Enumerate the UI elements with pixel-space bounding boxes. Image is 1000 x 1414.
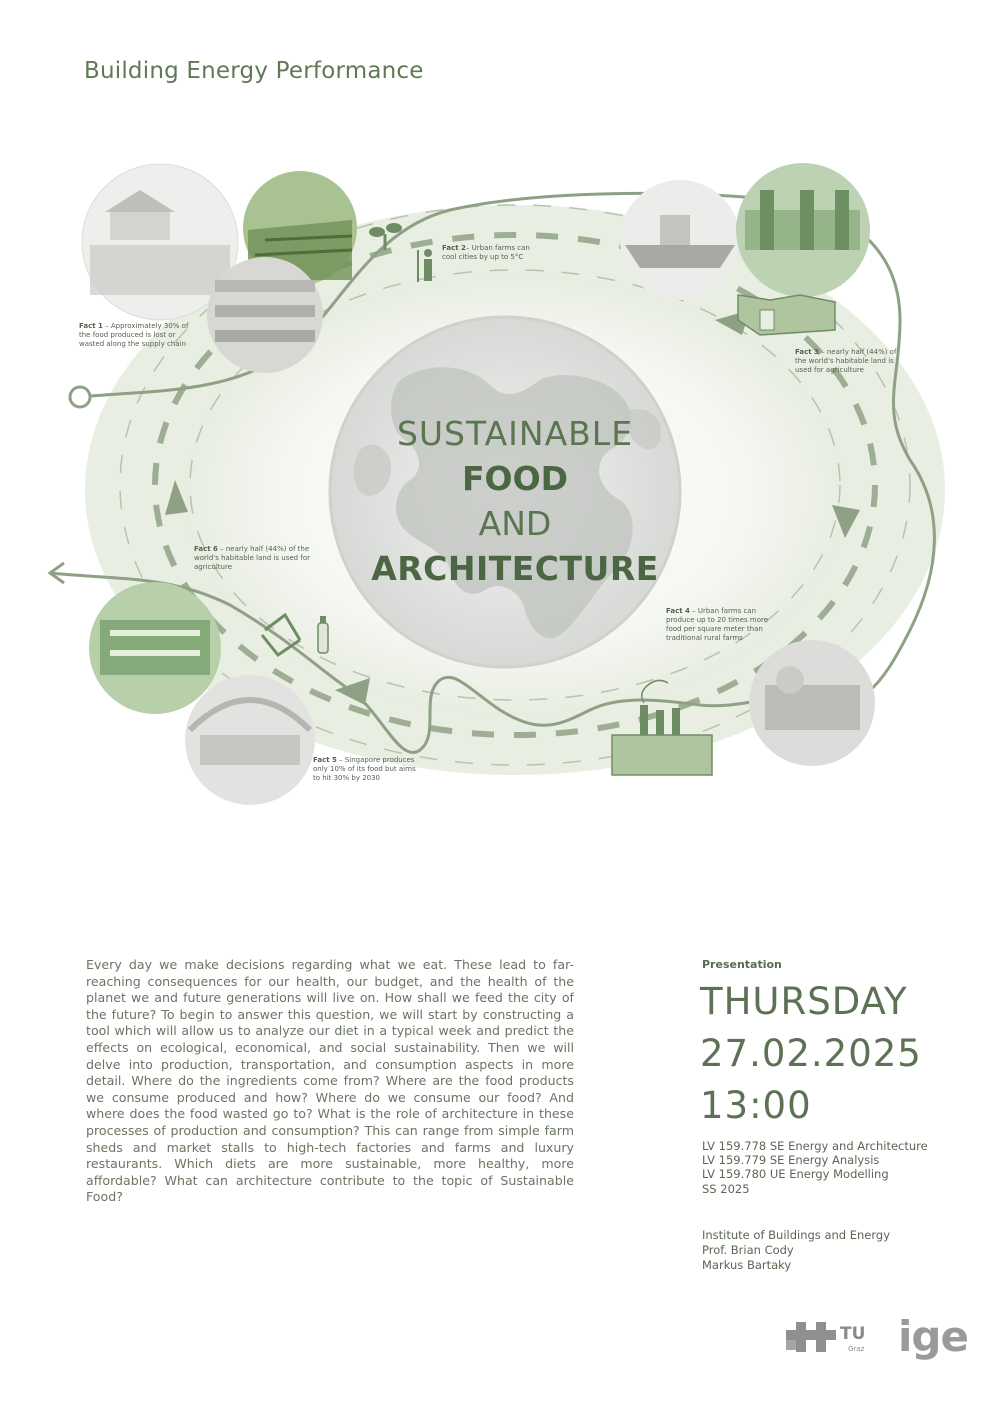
- presentation-date: 27.02.2025: [700, 1032, 922, 1075]
- professor-name: Prof. Brian Cody: [702, 1243, 794, 1257]
- course-3: LV 159.780 UE Energy Modelling: [702, 1167, 889, 1181]
- path-start-icon: [70, 387, 90, 407]
- title-line-sustainable: SUSTAINABLE: [396, 414, 634, 453]
- graz-logo-text: Graz: [848, 1345, 865, 1353]
- poster-title: [330, 412, 700, 592]
- processing-plant-image: [749, 640, 875, 766]
- course-2: LV 159.779 SE Energy Analysis: [702, 1153, 880, 1167]
- semester: SS 2025: [702, 1182, 750, 1196]
- factory-interior-image: [736, 163, 870, 297]
- fact-5: Fact 5 – Singapore produces only 10% of its food but aims to hit 30% by 2030: [313, 756, 416, 782]
- presentation-day: THURSDAY: [700, 980, 908, 1023]
- assistant-name: Markus Bartaky: [702, 1258, 792, 1272]
- course-1: LV 159.778 SE Energy and Architecture: [702, 1139, 928, 1153]
- fact-4: Fact 4 – Urban farms can produce up to 20 times more food per square meter than traditional rural farms: [666, 607, 769, 642]
- cargo-ship-image: [620, 180, 740, 300]
- warehouse-icon: [738, 295, 835, 335]
- title-line-and: AND: [478, 504, 552, 543]
- title-line-food: FOOD: [461, 459, 569, 498]
- institute-name: Institute of Buildings and Energy: [702, 1228, 891, 1242]
- vertical-farm-image: [207, 257, 323, 373]
- fact-2: Fact 2– Urban farms can cool cities by up to 5°C: [442, 244, 530, 261]
- fact-6: Fact 6 – nearly half (44%) of the world's habitable land is used for agriculture: [194, 545, 310, 571]
- fact-3: Fact 3 – nearly half (44%) of the world's habitable land is used for agriculture: [795, 348, 897, 374]
- presentation-time: 13:00: [700, 1084, 812, 1127]
- tu-logo-text: TU: [840, 1324, 866, 1344]
- presentation-label: Presentation: [702, 958, 782, 971]
- tu-graz-logo: [786, 1322, 846, 1358]
- green-building-image: [89, 582, 221, 714]
- page-header: Building Energy Performance: [84, 58, 424, 84]
- fact-1: Fact 1 – Approximately 30% of the food produced is lost or wasted along the supply chain: [79, 322, 189, 348]
- description-paragraph: Every day we make decisions regarding what we eat. These lead to far-reaching consequences for our health, our budget, and the health of the planet we and future generations will live on. How shall we feed the city of the future? To begin to answer this question, we will start by constructing a tool which will allow us to analyze our diet in a typical week and predict the effects on ecological, economical, and social sustainability. Then we will delve into production, transportation, and consumption aspects in more detail. Where do the ingredients come from? Where are the food products we consume produced and how? Where do we consume our food? And where does the food wasted go to? What is the role of architecture in these processes of production and consumption? This can range from simple farm sheds and market stalls to high-tech factories and farms and luxury restaurants. Which diets are more sustainable, more healthy, more affordable? What can architecture contribute to the topic of Sustainable Food?: [86, 957, 574, 1205]
- market-hall-image: [185, 675, 315, 805]
- title-line-architecture: ARCHITECTURE: [371, 549, 659, 588]
- ige-logo: ige: [898, 1312, 968, 1361]
